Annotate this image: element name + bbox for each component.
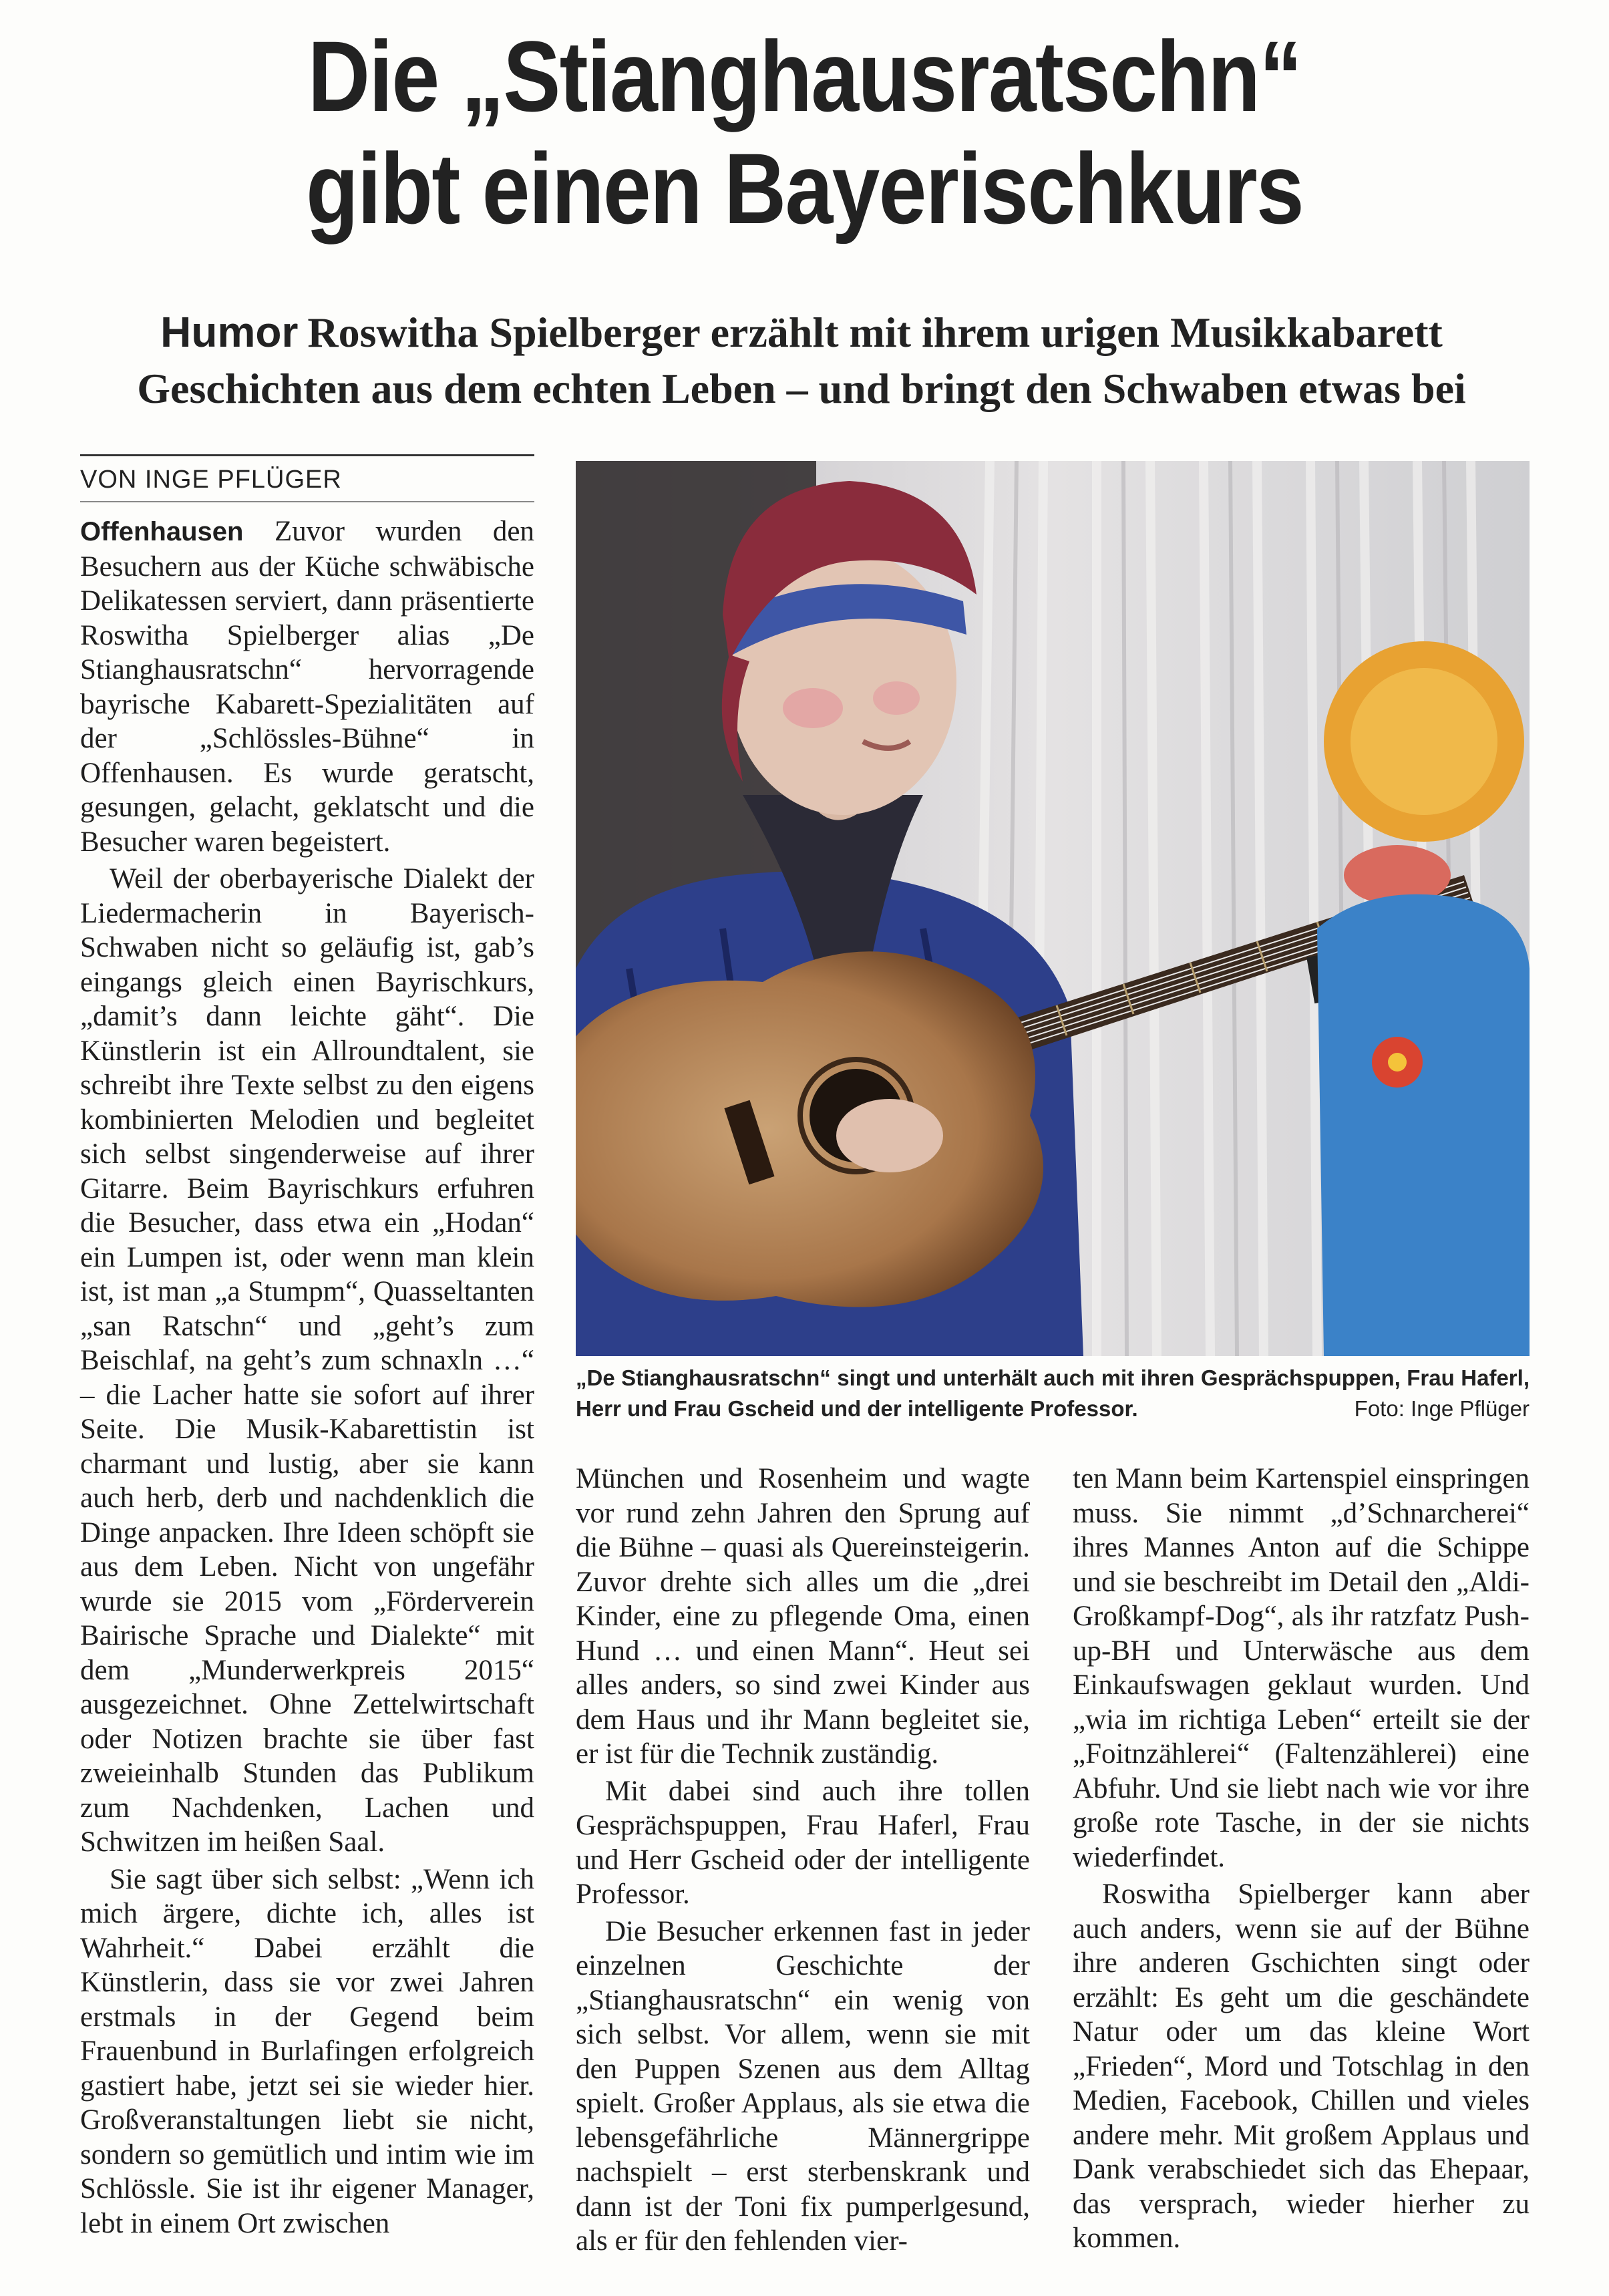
paragraph: München und Rosenheim und wagte vor rund zehn Jahren den Sprung auf die Bühne – quasi als Quereinsteigerin. Zuvor drehte sich alles um die „drei Kinder, eine zu pflegende Oma, einen Hund … und einen Mann“. Heut sei alles anders, so sind zwei Kinder aus dem Haus und ihr Mann begleitet sie, er ist für die Technik zuständig.: [576, 1463, 1030, 1770]
paragraph: Sie sagt über sich selbst: „Wenn ich mich ärgere, dichte ich, alles ist Wahrheit.“ Dabei erzählt die Künstlerin, dass sie vor zwei Jahren erstmals in der Gegend beim Frauenbund in Burlafingen erfolgreich gastiert habe, jetzt sei sie wieder hier. Großveranstaltungen liebt sie nicht, sondern so gemütlich und intim wie im Schlössle. Sie ist ihr eigener Manager, lebt in einem Ort zwischen: [80, 1863, 534, 2239]
byline: VON INGE PFLÜGER: [80, 466, 342, 494]
caption-text: „De Stianghausratschn“ singt und unterhält auch mit ihren Gesprächspuppen, Frau Haferl, Herr und Frau Gscheid und der intelligente Professor.: [576, 1365, 1530, 1421]
subheadline-line-2: Geschichten aus dem echten Leben – und bringt den Schwaben etwas bei: [137, 365, 1466, 412]
photo-caption: [576, 1363, 1530, 1424]
headline-line-2: gibt einen Bayerischkurs: [306, 132, 1303, 244]
subheadline-line-1: Roswitha Spielberger erzählt mit ihrem urigen Musikkabarett: [307, 309, 1443, 356]
dateline: Offenhausen: [80, 517, 244, 546]
paragraph: ten Mann beim Kartenspiel einspringen muss. Sie nimmt „d’Schnarcherei“ ihres Mannes Anton auf die Schippe und sie beschreibt im Detail den „Aldi-Großkampf-Dog“, als ihr ratzfatz Push-up-BH und Unterwäsche aus dem Einkaufswagen geklaut wurden. Und „wia im richtiga Leben“ erteilt sie der „Foitnzählerei“ (Faltenzählerei) eine Abfuhr. Und sie liebt nach wie vor ihre große rote Tasche, in der sie nichts wiederfindet.: [1073, 1463, 1530, 1873]
paragraph-text: Zuvor wurden den Besuchern aus der Küche schwäbische Delikatessen serviert, dann präsentierte Roswitha Spielberger alias „De Stianghausratschn“ hervorragende bayrische Kabarett-Spezialitäten auf der „Schlössles-Bühne“ in Offenhausen. Es wurde geratscht, gesungen, gelacht, geklatscht und die Besucher waren begeistert.: [80, 516, 534, 858]
paragraph: Mit dabei sind auch ihre tollen Gesprächspuppen, Frau Haferl, Frau und Herr Gscheid oder der intelligente Professor.: [576, 1775, 1030, 1910]
subheadline: [80, 304, 1523, 417]
kicker: Humor: [160, 308, 299, 356]
paragraph: Roswitha Spielberger kann aber auch anders, wenn sie auf der Bühne ihre anderen Gschichten singt oder erzählt: Es geht um die geschändete Natur oder um das kleine Wort „Frieden“, Mord und Totschlag in den Medien, Facebook, Chillen und vieles andere mehr. Mit großem Applaus und Dank verabschiedet sich das Ehepaar, das versprach, wieder hierher zu kommen.: [1073, 1878, 1530, 2254]
column-3: [1073, 1462, 1530, 2256]
article-photo: [576, 461, 1530, 1356]
paragraph: Die Besucher erkennen fast in jeder einzelnen Geschichte der „Stianghausratschn“ ein wenig von sich selbst. Vor allem, wenn sie mit den Puppen Szenen aus dem Alltag spielt. Großer Applaus, als sie etwa die lebensgefährliche Männergrippe nachspielt – erst sterbenskrank und dann ist der Toni fix pumperlgesund, als er für den fehlenden vier-: [576, 1915, 1030, 2257]
column-1: [80, 514, 534, 2241]
byline-box: [80, 454, 534, 502]
headline: [113, 20, 1497, 244]
headline-line-1: Die „Stianghausratschn“: [307, 20, 1302, 132]
paragraph: [80, 514, 534, 859]
paragraph: Weil der oberbayerische Dialekt der Liedermacherin in Bayerisch-Schwaben nicht so geläufig ist, gab’s eingangs gleich einen Bayrischkurs, „damit’s dann leichte gäht“. Die Künstlerin ist ein Allroundtalent, sie schreibt ihre Texte selbst zu den eigens kombinierten Melodien und begleitet sich selbst singenderweise auf ihrer Gitarre. Beim Bayrischkurs erfuhren die Besucher, dass etwa ein „Hodan“ ein Lumpen ist, oder wenn man klein ist, ist man „a Stumpm“, Quasseltanten „san Ratschn“ und „geht’s zum Beischlaf, na geht’s zum schnaxln …“ – die Lacher hatte sie sofort auf ihrer Seite. Die Musik-Kabarettistin ist charmant und lustig, aber sie kann auch herb, derb und nachdenklich die Dinge anpacken. Ihre Ideen schöpft sie aus dem Leben. Nicht von ungefähr wurde sie 2015 vom „Förderverein Bairische Sprache und Dialekte“ mit dem „Munderwerkpreis 2015“ ausgezeichnet. Ohne Zettelwirtschaft oder Notizen brachte sie über fast zweieinhalb Stunden das Publikum zum Nachdenken, Lachen und Schwitzen im heißen Saal.: [80, 863, 534, 1858]
photo-credit: Foto: Inge Pflüger: [1354, 1396, 1530, 1421]
column-2: [576, 1462, 1030, 2259]
